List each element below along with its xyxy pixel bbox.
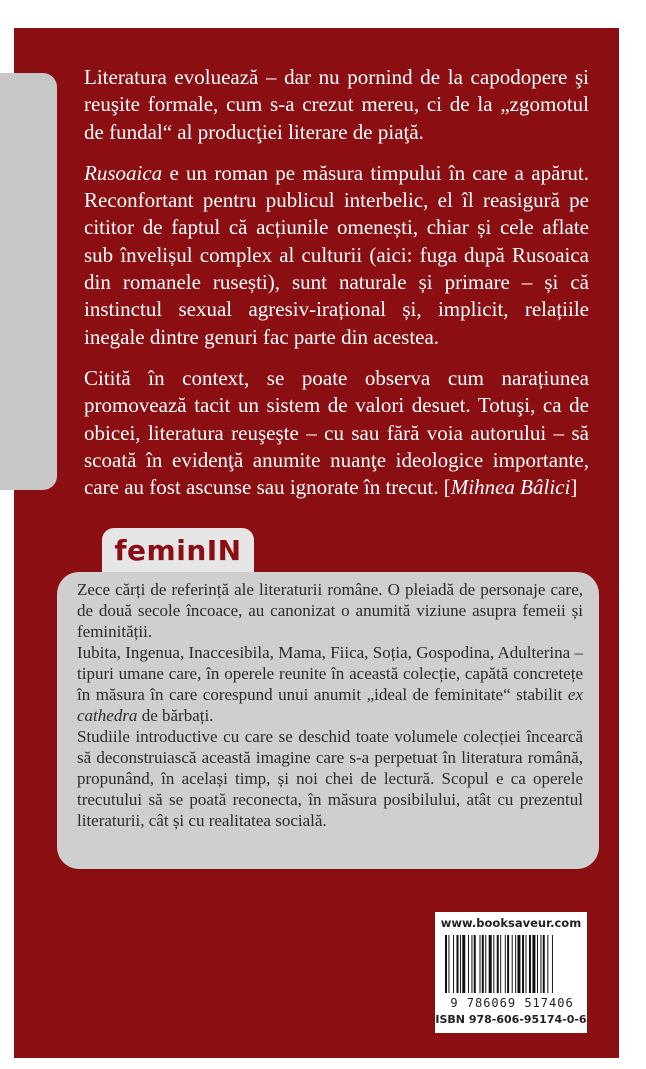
collection-paragraph-2 [77, 642, 583, 726]
collection-paragraph-1: Zece cărți de referință ale literaturii române. O pleiadă de personaje care, de două secole încoace, au canonizat o anumită viziune asupra femeii și feminității. [77, 580, 583, 641]
book-title: Rusoaica [84, 160, 163, 185]
blurb-paragraph-2 [84, 160, 589, 351]
barcode-icon [441, 935, 581, 995]
blurb-paragraph-3 [84, 365, 589, 501]
side-tab-decoration [0, 73, 57, 490]
blurb-paragraph-2-text: e un roman pe măsura timpului în care a apărut. Reconfortant pentru publicul interbelic, el îl reasigură pe cititor de faptul că acțiunile omenești, chiar și cele aflate sub învelișul complex al culturii (aici: fuga după Rusoaica din romanele rusești), sunt naturale și primare – și că instinctul sexual agresiv-irațional și, implicit, relațiile inegale dintre genuri fac parte din acestea. [84, 160, 589, 349]
collection-paragraph-2-start: Iubita, Ingenua, Inaccesibila, Mama, Fiica, Soția, Gospodina, Adulterina – tipuri umane care, în operele reunite în această colecție, capătă concretețe în măsura în care corespund unui anumit „ideal de feminitate“ stabilit [77, 643, 583, 704]
collection-paragraph-2-italic: ex cathedra [77, 685, 583, 725]
collection-description [77, 579, 583, 831]
collection-paragraph-2-end: de bărbați. [137, 706, 214, 725]
blurb-paragraph-1: Literatura evoluează – dar nu pornind de la capodopere şi reuşite formale, cum s-a crezut mereu, ci de la „zgomotul de fundal“ al producţiei literare de piaţă. [84, 65, 589, 144]
blurb-paragraph-3-text: Citită în context, se poate observa cum narațiunea promovează tacit un sistem de valori desuet. Totuşi, ca de obicei, literatura reuşeşte – cu sau fără voia autorului – să scoată în evidenţă anumite nuanţe ideologice importante, care au fost ascunse sau ignorate în trecut. [ [84, 365, 589, 500]
collection-label: feminIN [102, 528, 254, 572]
book-blurb [84, 64, 589, 515]
ean-number: 9 786069 517406 [450, 996, 574, 1010]
isbn-number: ISBN 978-606-95174-0-6 [435, 1013, 587, 1026]
blurb-close-bracket: ] [570, 475, 578, 500]
publisher-url[interactable]: www.booksaveur.com [440, 916, 582, 930]
blurb-author: Mihnea Bâlici [450, 475, 571, 500]
collection-paragraph-3: Studiile introductive cu care se deschid toate volumele colecției încearcă să deconstruiască această imagine care s-a perpetuat în literatura română, propunând, în același timp, și noi chei de lectură. Scopul e ca operele trecutului să se poată reconecta, în măsura posibilului, atât cu prezentul literaturii, cât și cu realitatea socială. [77, 727, 583, 830]
